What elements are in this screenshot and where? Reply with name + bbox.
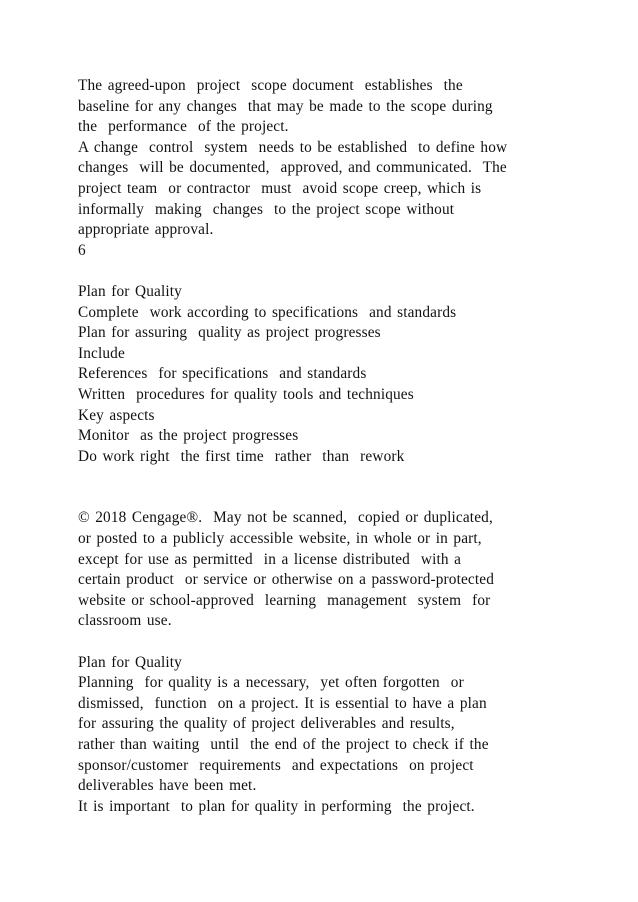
- text-line: Plan for Quality: [78, 282, 182, 300]
- text-line: Planning for quality is a necessary, yet often forgotten or: [78, 674, 464, 692]
- text-line: Monitor as the project progresses: [78, 427, 299, 445]
- text-line: Plan for assuring quality as project progresses: [78, 324, 381, 342]
- text-line: website or school-approved learning management system for: [78, 591, 491, 609]
- text-line: 6: [78, 241, 86, 259]
- text-line: References for specifications and standards: [78, 365, 367, 383]
- text-line: deliverables have been met.: [78, 777, 257, 795]
- text-line: A change control system needs to be established to define how: [78, 138, 508, 156]
- blank-line: [78, 261, 618, 282]
- text-line: Plan for Quality: [78, 653, 182, 671]
- text-line: Include: [78, 344, 125, 362]
- text-line: The agreed-upon project scope document establishes the: [78, 77, 463, 94]
- text-line: sponsor/customer requirements and expectations on project: [78, 756, 474, 774]
- text-line: appropriate approval.: [78, 221, 214, 239]
- text-line: Complete work according to specifications and standards: [78, 303, 457, 321]
- text-line: Do work right the first time rather than rework: [78, 447, 405, 465]
- blank-line: [78, 632, 618, 653]
- blank-line: [78, 467, 618, 488]
- text-line: rather than waiting until the end of the project to check if the: [78, 736, 489, 753]
- document-body: [78, 76, 618, 817]
- text-line: or posted to a publicly accessible website, in whole or in part,: [78, 530, 482, 548]
- text-line: classroom use.: [78, 612, 172, 630]
- text-line: except for use as permitted in a license distributed with a: [78, 550, 462, 568]
- text-line: © 2018 Cengage®. May not be scanned, copied or duplicated,: [78, 509, 493, 527]
- text-line: dismissed, function on a project. It is essential to have a plan: [78, 694, 487, 712]
- text-line: Key aspects: [78, 406, 155, 424]
- text-line: Written procedures for quality tools and techniques: [78, 385, 414, 403]
- text-line: project team or contractor must avoid scope creep, which is: [78, 179, 482, 197]
- text-line: the performance of the project.: [78, 118, 289, 136]
- text-line: informally making changes to the project scope without: [78, 200, 455, 218]
- text-line: for assuring the quality of project deliverables and results,: [78, 715, 455, 733]
- text-line: changes will be documented, approved, and communicated. The: [78, 159, 507, 177]
- text-line: certain product or service or otherwise on a password-protected: [78, 571, 494, 589]
- blank-line: [78, 488, 618, 509]
- text-line: It is important to plan for quality in performing the project.: [78, 797, 475, 815]
- text-line: baseline for any changes that may be made to the scope during: [78, 97, 493, 115]
